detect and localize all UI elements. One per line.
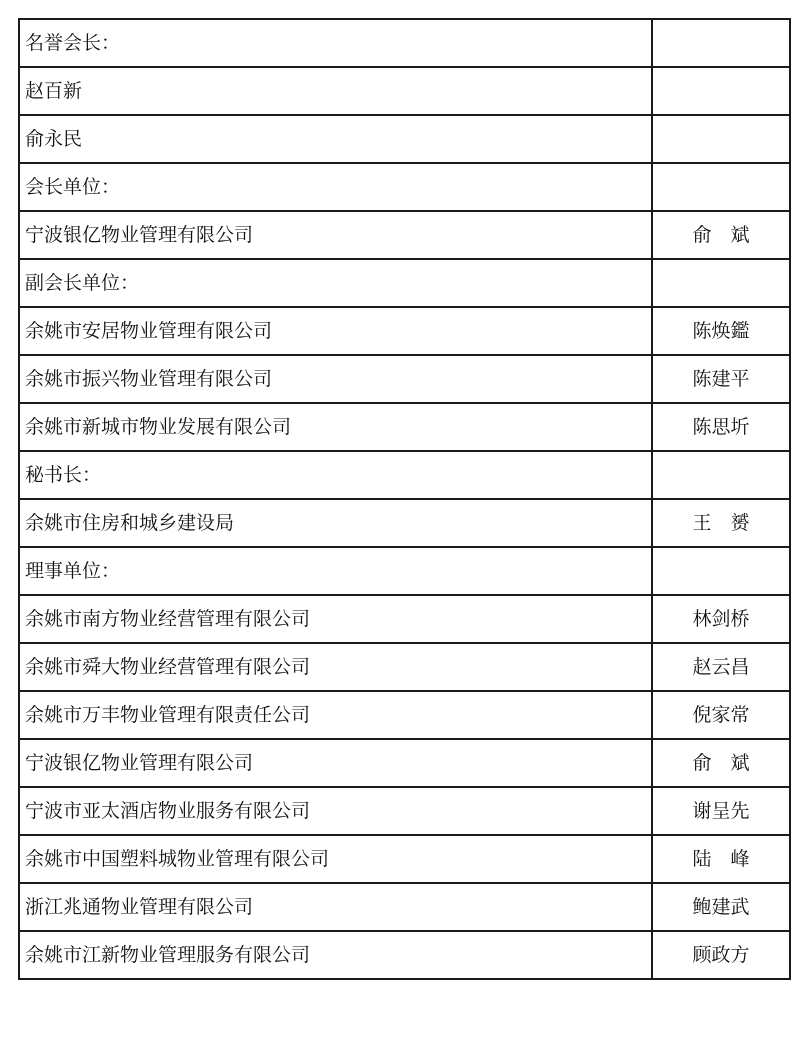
person-cell	[652, 451, 790, 499]
person-cell: 陈思圻	[652, 403, 790, 451]
org-cell: 赵百新	[19, 67, 652, 115]
org-cell: 副会长单位：	[19, 259, 652, 307]
person-cell	[652, 259, 790, 307]
person-cell	[652, 19, 790, 67]
org-cell: 余姚市住房和城乡建设局	[19, 499, 652, 547]
person-cell: 鲍建武	[652, 883, 790, 931]
org-cell: 余姚市新城市物业发展有限公司	[19, 403, 652, 451]
table-row	[19, 643, 790, 691]
org-cell: 名誉会长：	[19, 19, 652, 67]
table-row	[19, 595, 790, 643]
person-cell	[652, 115, 790, 163]
table-row	[19, 835, 790, 883]
table-row	[19, 259, 790, 307]
org-cell: 秘书长：	[19, 451, 652, 499]
person-cell: 倪家常	[652, 691, 790, 739]
org-cell: 俞永民	[19, 115, 652, 163]
person-cell: 陈建平	[652, 355, 790, 403]
org-cell: 余姚市万丰物业管理有限责任公司	[19, 691, 652, 739]
person-cell: 谢呈先	[652, 787, 790, 835]
table-row	[19, 67, 790, 115]
table-row	[19, 931, 790, 979]
org-cell: 宁波银亿物业管理有限公司	[19, 739, 652, 787]
person-cell	[652, 163, 790, 211]
org-cell: 理事单位：	[19, 547, 652, 595]
person-cell: 林剑桥	[652, 595, 790, 643]
person-cell	[652, 67, 790, 115]
org-cell: 浙江兆通物业管理有限公司	[19, 883, 652, 931]
person-cell: 赵云昌	[652, 643, 790, 691]
table-row	[19, 307, 790, 355]
table-row	[19, 355, 790, 403]
person-cell: 陈焕鑑	[652, 307, 790, 355]
person-cell: 顾政方	[652, 931, 790, 979]
person-cell: 俞 斌	[652, 739, 790, 787]
table-row	[19, 883, 790, 931]
table-row	[19, 211, 790, 259]
person-cell: 陆 峰	[652, 835, 790, 883]
org-cell: 宁波银亿物业管理有限公司	[19, 211, 652, 259]
table-row	[19, 787, 790, 835]
person-cell: 王 赟	[652, 499, 790, 547]
person-cell	[652, 547, 790, 595]
person-cell: 俞 斌	[652, 211, 790, 259]
table-row	[19, 499, 790, 547]
org-cell: 余姚市中国塑料城物业管理有限公司	[19, 835, 652, 883]
table-row	[19, 115, 790, 163]
org-cell: 余姚市振兴物业管理有限公司	[19, 355, 652, 403]
table-row	[19, 739, 790, 787]
org-cell: 宁波市亚太酒店物业服务有限公司	[19, 787, 652, 835]
org-cell: 余姚市南方物业经营管理有限公司	[19, 595, 652, 643]
table-row	[19, 163, 790, 211]
org-cell: 余姚市江新物业管理服务有限公司	[19, 931, 652, 979]
org-cell: 余姚市安居物业管理有限公司	[19, 307, 652, 355]
table-row	[19, 691, 790, 739]
org-cell: 余姚市舜大物业经营管理有限公司	[19, 643, 652, 691]
org-cell: 会长单位：	[19, 163, 652, 211]
table-row	[19, 403, 790, 451]
table-row	[19, 451, 790, 499]
member-table	[18, 18, 791, 980]
table-row	[19, 19, 790, 67]
table-row	[19, 547, 790, 595]
